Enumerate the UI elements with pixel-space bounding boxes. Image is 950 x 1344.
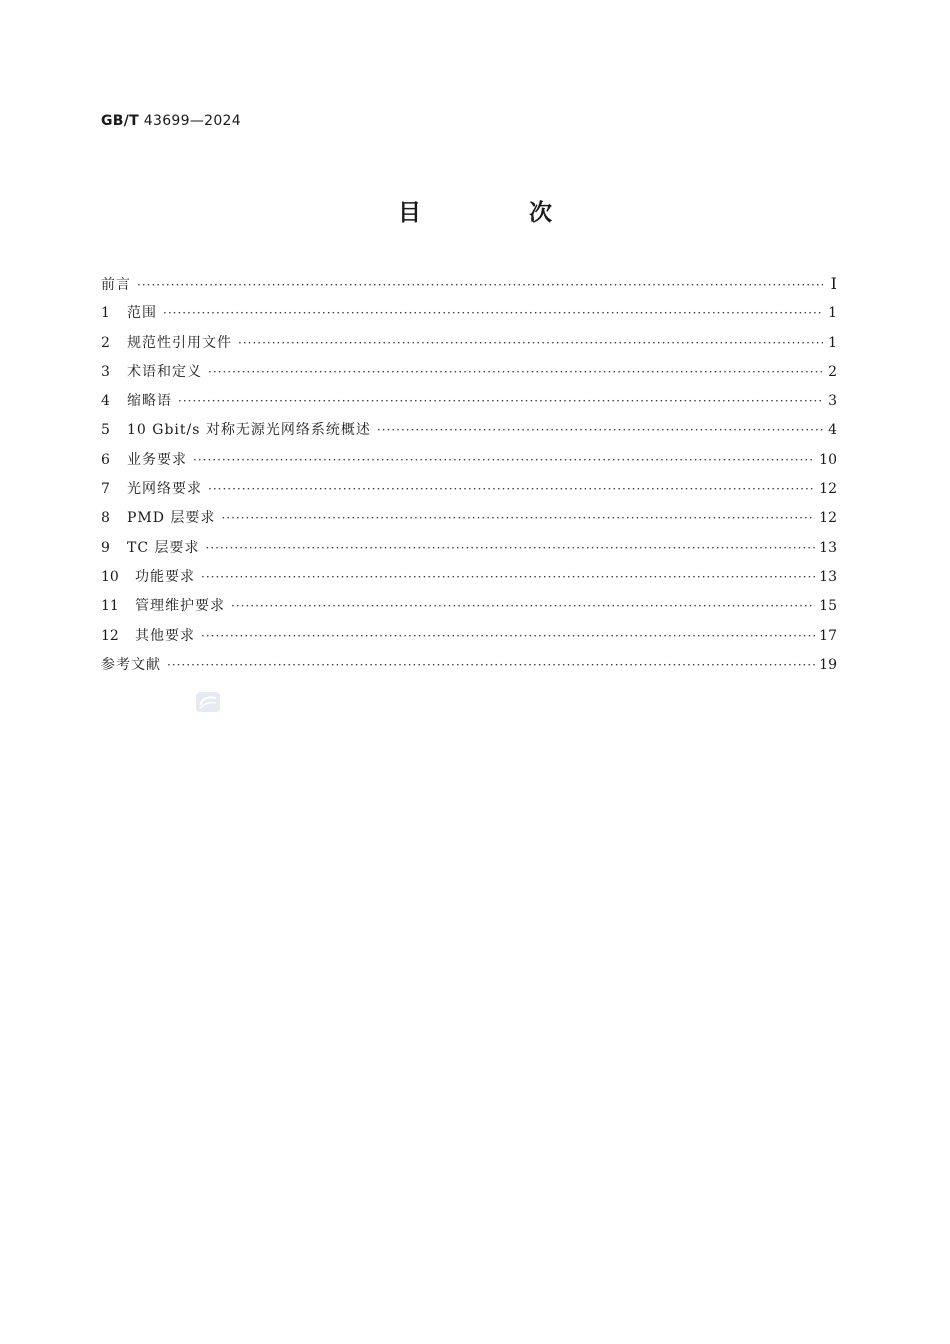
- toc-entry-page: 10: [819, 451, 837, 468]
- toc-entry-page: 1: [828, 305, 837, 322]
- toc-entry-label: PMD 层要求: [127, 510, 216, 527]
- toc-entry-label: 规范性引用文件: [127, 334, 232, 351]
- toc-entry-page: 2: [828, 363, 837, 380]
- toc-entry-number: 2: [101, 334, 110, 351]
- toc-entry-label: 术语和定义: [127, 363, 202, 380]
- toc-entry-page: 4: [828, 422, 837, 439]
- toc-entry-page: 13: [819, 539, 837, 556]
- toc-entry-number: 9: [101, 539, 110, 556]
- toc-leader-dots: [201, 625, 815, 647]
- toc-leader-dots: [163, 302, 823, 324]
- toc-entry-bibliography[interactable]: [101, 654, 837, 683]
- toc-entry-label: 光网络要求: [127, 481, 202, 498]
- toc-entry-8[interactable]: [101, 507, 837, 536]
- toc-entry-number: 11: [101, 598, 119, 615]
- toc-entry-label: 业务要求: [127, 451, 187, 468]
- toc-entry-label: TC 层要求: [127, 539, 200, 556]
- toc-entry-5[interactable]: [101, 419, 837, 448]
- toc-leader-dots: [221, 507, 815, 529]
- sac-logo-icon: [195, 689, 221, 715]
- toc-leader-dots: [231, 595, 815, 617]
- toc-leader-dots: [201, 566, 815, 588]
- toc-entry-page: 1: [828, 334, 837, 351]
- toc-leader-dots: [208, 478, 815, 500]
- toc-entry-label: 10 Gbit/s 对称无源光网络系统概述: [127, 422, 371, 439]
- toc-entry-page: 19: [819, 656, 837, 673]
- toc-leader-dots: [178, 390, 823, 412]
- standard-code: [101, 113, 241, 129]
- toc-list: [101, 273, 837, 683]
- toc-entry-10[interactable]: [101, 566, 837, 595]
- toc-entry-label: 前言: [101, 277, 131, 293]
- toc-leader-dots: [377, 419, 823, 441]
- toc-entry-1[interactable]: [101, 302, 837, 331]
- toc-entry-3[interactable]: [101, 361, 837, 390]
- toc-entry-9[interactable]: [101, 537, 837, 566]
- toc-entry-2[interactable]: [101, 332, 837, 361]
- toc-leader-dots: [238, 332, 823, 354]
- toc-entry-label: 其他要求: [135, 627, 195, 644]
- toc-entry-page: 12: [819, 481, 837, 498]
- toc-entry-number: 3: [101, 363, 110, 380]
- toc-leader-dots: [167, 654, 815, 676]
- toc-entry-number: 1: [101, 305, 110, 322]
- toc-entry-11[interactable]: [101, 595, 837, 624]
- toc-leader-dots: [193, 449, 815, 471]
- toc-entry-page: 17: [819, 627, 837, 644]
- toc-entry-4[interactable]: [101, 390, 837, 419]
- toc-entry-label: 功能要求: [135, 568, 195, 585]
- toc-entry-12[interactable]: [101, 625, 837, 654]
- toc-entry-page: 15: [819, 598, 837, 615]
- standard-number: 43699—2024: [143, 113, 241, 129]
- toc-leader-dots: [208, 361, 823, 383]
- toc-entry-number: 12: [101, 627, 119, 644]
- toc-entry-label: 范围: [127, 305, 157, 322]
- toc-entry-page: Ⅰ: [830, 274, 837, 293]
- standard-prefix: GB/T: [101, 113, 140, 129]
- toc-entry-number: 8: [101, 510, 110, 527]
- toc-entry-page: 3: [828, 393, 837, 410]
- toc-entry-label: 管理维护要求: [135, 598, 225, 615]
- toc-leader-dots: [137, 274, 823, 296]
- toc-entry-number: 5: [101, 422, 110, 439]
- toc-leader-dots: [206, 537, 816, 559]
- toc-entry-6[interactable]: [101, 449, 837, 478]
- toc-entry-foreword[interactable]: [101, 273, 837, 302]
- toc-entry-7[interactable]: [101, 478, 837, 507]
- toc-entry-page: 12: [819, 510, 837, 527]
- toc-entry-number: 7: [101, 481, 110, 498]
- toc-entry-label: 参考文献: [101, 656, 161, 673]
- toc-entry-page: 13: [819, 568, 837, 585]
- toc-entry-label: 缩略语: [127, 393, 172, 410]
- toc-entry-number: 4: [101, 393, 110, 410]
- toc-entry-number: 6: [101, 451, 110, 468]
- toc-entry-number: 10: [101, 568, 119, 585]
- toc-title: 目 次: [397, 200, 602, 226]
